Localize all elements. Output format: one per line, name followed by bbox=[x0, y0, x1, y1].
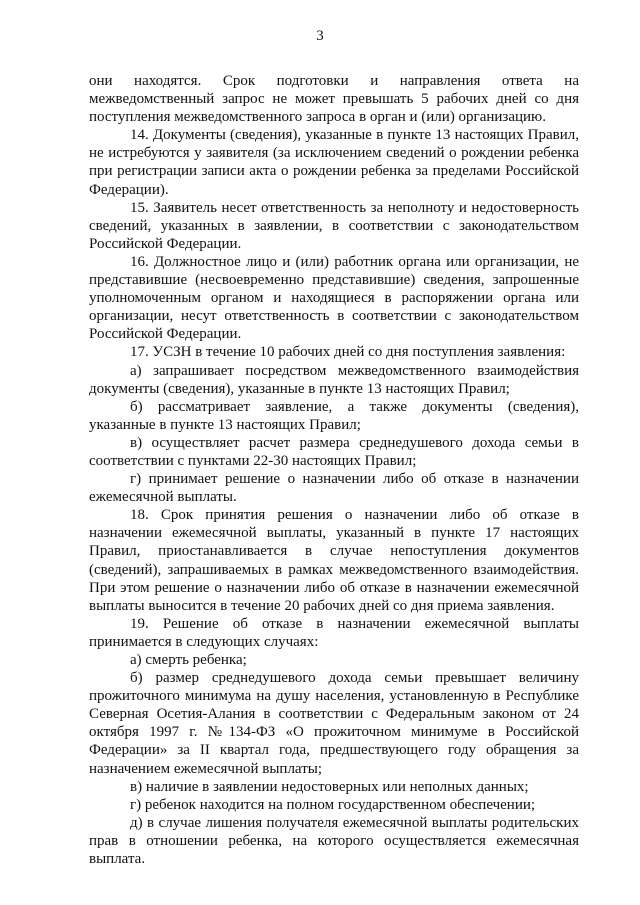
paragraph-17-b: б) рассматривает заявление, а также документы (сведения), указанные в пункте 13 настоящих Правил; bbox=[89, 398, 579, 433]
paragraph-17-v: в) осуществляет расчет размера среднедушевого дохода семьи в соответствии с пунктами 22-30 настоящих Правил; bbox=[89, 434, 579, 469]
paragraph-17: 17. УСЗН в течение 10 рабочих дней со дня поступления заявления: bbox=[130, 344, 566, 361]
paragraph-19: 19. Решение об отказе в назначении ежемесячной выплаты принимается в следующих случаях: bbox=[89, 615, 579, 650]
paragraph-19-d: д) в случае лишения получателя ежемесячной выплаты родительских прав в отношении ребенка, на которого осуществляется ежемесячная выплата. bbox=[89, 814, 579, 868]
paragraph-19-b: б) размер среднедушевого дохода семьи превышает величину прожиточного минимума на душу населения, установленную в Республике Северная Осетия-Алания в соответствии с Федеральным законом от 24 октября 1997 г. №134-ФЗ «О прожиточном минимуме в Российской Федерации» за II квартал года, предшествующего году обращения за назначением ежемесячной выплаты; bbox=[89, 670, 579, 777]
page-number: 3 bbox=[316, 28, 324, 44]
paragraph-19-g: г) ребенок находится на полном государственном обеспечении; bbox=[130, 796, 536, 813]
paragraph-17-g: г) принимает решение о назначении либо об отказе в назначении ежемесячной выплаты. bbox=[89, 471, 579, 506]
paragraph-18: 18. Срок принятия решения о назначении либо об отказе в назначении ежемесячной выплаты, указанный в пункте 17 настоящих Правил, приостанавливается в случае непоступления документов (сведений), запрашиваемых в рамках межведомственного взаимодействия. При этом решение о назначении либо об отказе в назначении ежемесячной выплаты выносится в течение 20 рабочих дней со дня приема заявления. bbox=[89, 507, 579, 614]
paragraph-19-a: а) смерть ребенка; bbox=[130, 652, 247, 668]
paragraph-15: 15. Заявитель несет ответственность за неполноту и недостоверность сведений, указанных в заявлении, в соответствии с законодательством Российской Федерации. bbox=[89, 199, 579, 252]
paragraph-17-a: а) запрашивает посредством межведомственного взаимодействия документы (сведения), указанные в пункте 13 настоящих Правил; bbox=[89, 362, 579, 397]
document-body bbox=[89, 72, 579, 868]
paragraph-14: 14. Документы (сведения), указанные в пункте 13 настоящих Правил, не истребуются у заявителя (за исключением сведений о рождении ребенка при регистрации записи акта о рождении ребенка за пределами Российской Федерации). bbox=[89, 127, 579, 198]
paragraph-continuation: они находятся. Срок подготовки и направления ответа на межведомственный запрос не может превышать 5 рабочих дней со дня поступления межведомственного запроса в орган и (или) организацию. bbox=[89, 73, 579, 126]
paragraph-19-v: в) наличие в заявлении недостоверных или неполных данных; bbox=[130, 778, 529, 795]
paragraph-16: 16. Должностное лицо и (или) работник органа или организации, не представившие (несвоевременно представившие) сведения, запрошенные уполномоченным органом и находящиеся в распоряжении органа или организации, несут ответственность в соответствии с законодательством Российской Федерации. bbox=[89, 253, 579, 343]
